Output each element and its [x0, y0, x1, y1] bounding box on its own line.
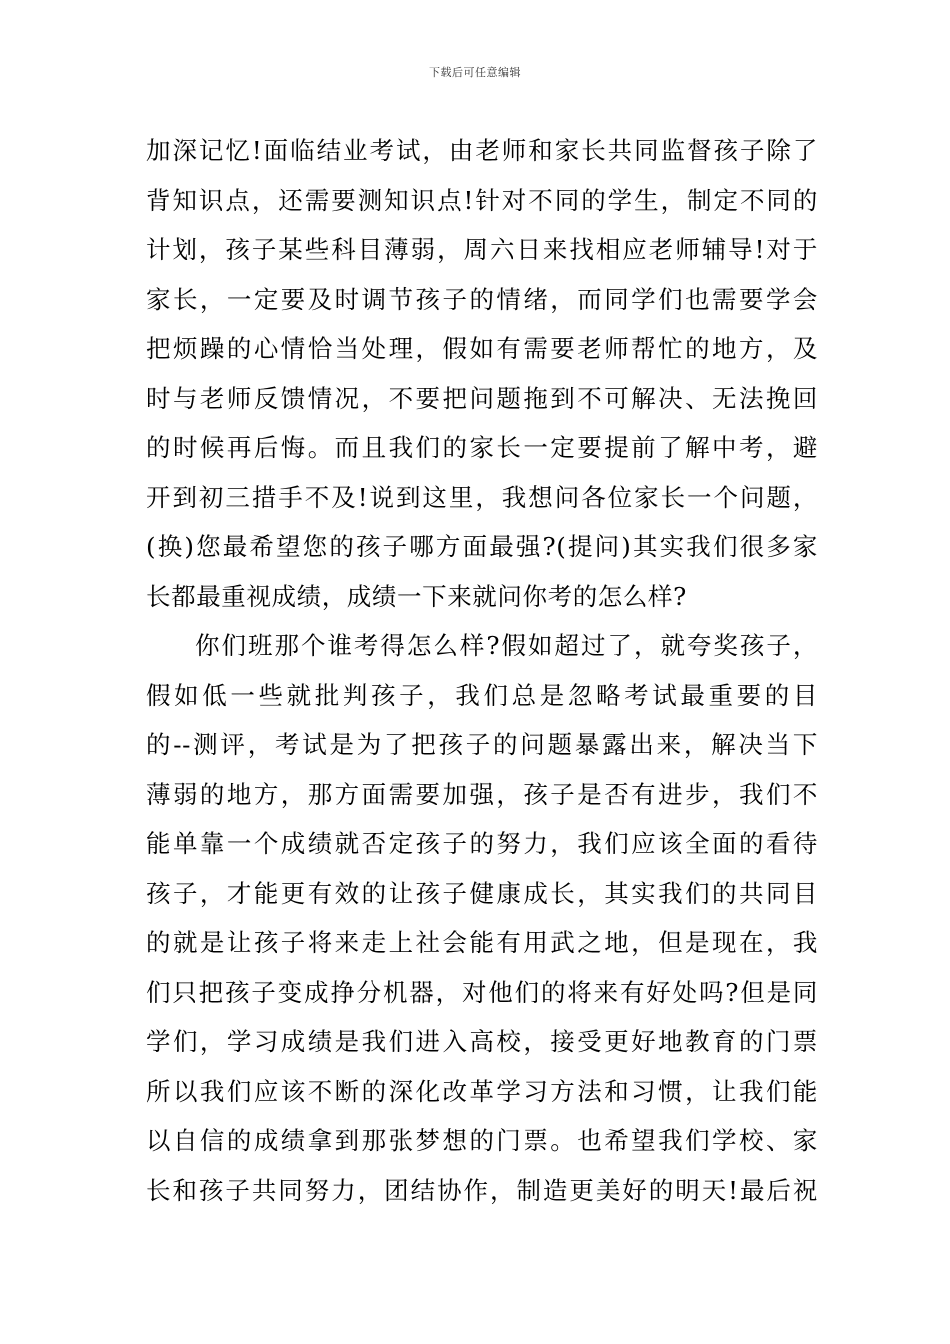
text-line: 加深记忆!面临结业考试，由老师和家长共同监督孩子除了 [146, 136, 818, 165]
text-line: 的时候再后悔。而且我们的家长一定要提前了解中考，避 [146, 433, 818, 462]
text-line: 能单靠一个成绩就否定孩子的努力，我们应该全面的看待 [146, 829, 818, 858]
paragraph-start-line: 你们班那个谁考得怎么样?假如超过了，就夸奖孩子， [195, 631, 818, 660]
text-line: 孩子，才能更有效的让孩子健康成长，其实我们的共同目 [146, 878, 818, 908]
text-line: 假如低一些就批判孩子，我们总是忽略考试最重要的目 [146, 680, 818, 710]
paragraph-end-line: 长都最重视成绩，成绩一下来就问你考的怎么样? [146, 581, 687, 611]
text-line: 的--测评，考试是为了把孩子的问题暴露出来，解决当下 [146, 730, 818, 759]
text-line: 家长，一定要及时调节孩子的情绪，而同学们也需要学会 [146, 284, 818, 314]
text-line: 时与老师反馈情况，不要把问题拖到不可解决、无法挽回 [146, 383, 818, 413]
text-line: 们只把孩子变成挣分机器，对他们的将来有好处吗?但是同 [146, 977, 818, 1007]
text-line: 计划，孩子某些科目薄弱，周六日来找相应老师辅导!对于 [146, 235, 818, 264]
text-line: 开到初三措手不及!说到这里，我想问各位家长一个问题， [146, 482, 818, 512]
body-text [146, 126, 818, 1215]
text-line: 背知识点，还需要测知识点!针对不同的学生，制定不同的 [146, 185, 818, 215]
text-line: 长和孩子共同努力，团结协作，制造更美好的明天!最后祝 [146, 1175, 818, 1205]
text-line: 学们，学习成绩是我们进入高校，接受更好地教育的门票 [146, 1027, 818, 1056]
text-line: 以自信的成绩拿到那张梦想的门票。也希望我们学校、家 [146, 1126, 818, 1155]
text-line: 所以我们应该不断的深化改革学习方法和习惯，让我们能 [146, 1076, 818, 1106]
text-line: 薄弱的地方，那方面需要加强，孩子是否有进步，我们不 [146, 779, 818, 809]
text-line: 的就是让孩子将来走上社会能有用武之地，但是现在，我 [146, 928, 818, 957]
page-header: 下载后可任意编辑 [429, 66, 521, 79]
text-line: (换)您最希望您的孩子哪方面最强?(提问)其实我们很多家 [146, 532, 818, 561]
text-line: 把烦躁的心情恰当处理，假如有需要老师帮忙的地方，及 [146, 334, 818, 363]
